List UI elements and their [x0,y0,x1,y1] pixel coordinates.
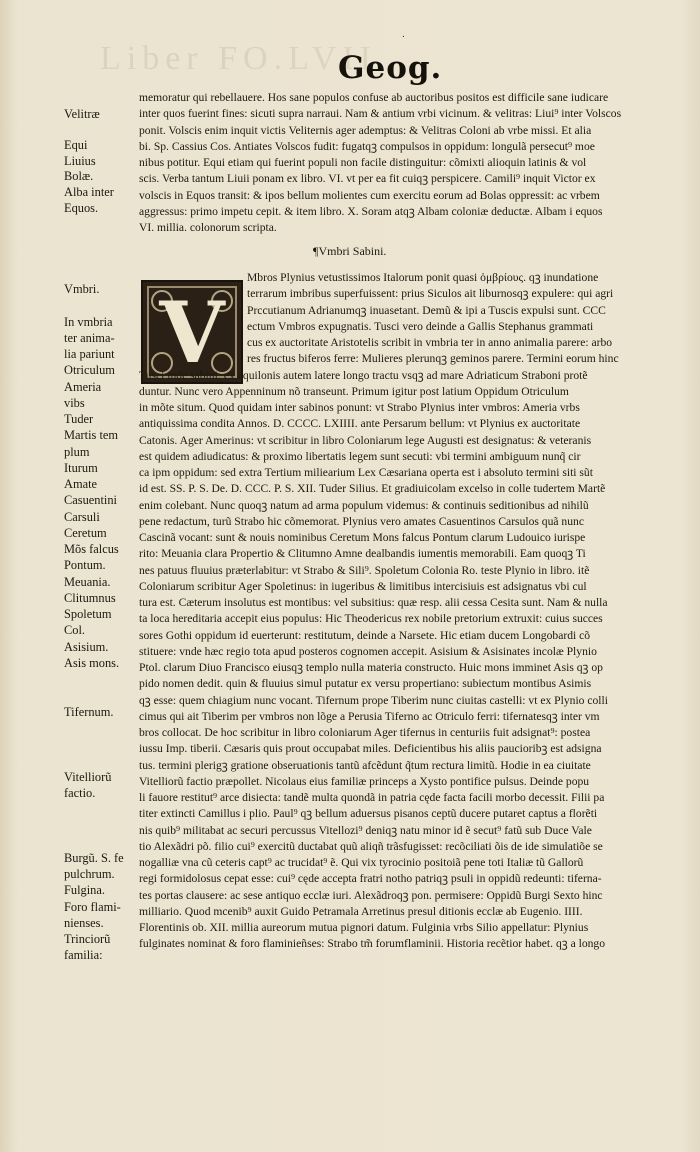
margin-note: Velitræ [64,107,100,121]
text-line: pene redactum, turũ Strabo hic cõmemorat. Plynius vero amates Casuentinos Carsulos quã nunc [139,514,584,528]
text-line: Tusci inde sabini: ex aquilonis autem latere longo tractu vsqꝫ ad mare Adriaticum Straboni protẽ [139,368,588,382]
margin-note: ter anima- [64,330,115,345]
margin-note: Spoletum [64,607,112,621]
text-line: fulginates nominat & foro flaminieñses: Strabo tm̃ forumflaminii. Historia recẽtior habet. qꝫ a longo [139,937,606,951]
text-line: memoratur qui rebellauere. Hos sane populos confuse ab auctoribus positos est difficile sane iudicare [139,91,609,104]
margin-note: Vmbri. [64,282,100,296]
text-line: aggressus: primo impetu cepit. & item libro. X. Soram atqꝫ Albam coloniæ deductæ. Albam i equos [139,204,603,218]
top-paragraph [139,90,683,236]
text-line: terrarum imbribus superfuissent: prius Siculos ait liburnosqꝫ expulere: qui agri [247,287,614,301]
text-line: id est. SS. P. S. De. D. CCC. P. S. XII. Tuder Silius. Et gradiuicolam excelso in colle tudertem Martẽ [139,482,606,496]
running-head-title: Geog. [338,50,443,86]
margin-note: factio. [64,785,96,800]
text-line: bi. Sp. Cassius Cos. Antiates Volscos fudit: fugatqꝫ compulsos in oppidum: longulã persecut⁹ moe [139,139,595,153]
margin-note: familia: [64,948,103,963]
show-through-ghost-text: Liber FO.LVII [100,40,377,77]
text-line: tes portas clausere: ac sese antiquo ecclæ iuri. Alexãdroqꝫ pon. permisere: Oppidũ Burgi Sexto hinc [139,888,603,902]
margin-note [64,123,138,139]
text-line: qꝫ esse: quem chiagium nunc vocant. Tifernum prope Tiberim nunc ciuitas castelli: vt ex Plynio colli [139,693,608,707]
text-line: Coloniarum scribitur Ager Spoletinus: in iugeribus & limitibus intercisiuis est adsignatus vbi cul [139,579,587,593]
text-line: rito: Meuania clara Propertio & Clitumno Amne dealbandis iumentis memorabili. Eam quoqꝫ Ti [139,547,586,561]
margin-note: Equi [64,138,88,153]
text-line: duntur. Nunc vero Appenninum nõ transeunt. Primum igitur post latium Oppidum Otriculum [139,384,569,398]
text-line: Prccutianum Adrianumqꝫ inuasetant. Demũ & ipi a Tuscis expulsi sunt. CCC [247,303,606,317]
margin-note: Vitelliorũ [64,769,112,784]
top-margin-notes [64,107,138,216]
text-line: nes patuus fluuius præterlabitur: vt Strabo & Sili⁹. Spoletum Colonia Ro. teste Plynio in libro. itẽ [139,563,590,577]
margin-note: Tuder [64,412,94,426]
text-line: VI. millia. colonorum scripta. [139,221,277,234]
text-line: antiquissima condita Annos. D. CCCC. LXIIII. ante Persarum bellum: vt Plynius ex auctoritate [139,417,581,431]
margin-note: Asisium. [64,639,109,654]
margin-note: Tifernum. [64,704,114,719]
margin-note: Casuentini [64,493,117,508]
text-line: scis. Verba tantum Liuii ponam ex libro. VI. vt per ea fit cuiqꝫ perspicere. Camili⁹ inquit Victor ex [139,172,596,186]
margin-note: In vmbria [64,314,113,329]
text-line: Mbros Plynius vetustissimos Italorum ponit quasi ὀμβρίους. qꝫ inundatione [247,271,599,284]
margin-note: Mõs falcus [64,542,119,556]
margin-note: Otriculum [64,363,115,378]
text-line: nis quib⁹ militabat ac securi percussus Vitellozi⁹ deniqꝫ natu minor id ẽ secut⁹ fatũ sub Duce Vale [139,823,592,837]
margin-note: Burgũ. S. fe [64,850,124,865]
margin-note: nienses. [64,915,104,930]
text-line: tio Alexãdri põ. filio cui⁹ exercitũ ductabat quũ aliqñ trãsfugisset: recõciliati õis de ide simulatiõe se [139,839,603,853]
main-paragraph [139,270,683,953]
margin-note: Col. [64,623,85,638]
text-line: regi formidolosus cepat esse: cui⁹ cęde accepta fratri notho patriqꝫ psuli in oppidũ redeunti: tiferna- [139,872,602,886]
text-line: enim colebant. Nunc quoqꝫ natum ad arma populum videmus: & continuis seditionibus ad nihilũ [139,498,589,512]
text-line: bros collocat. De hoc scribitur in libro coloniarum Ager tifernus in centuriis fuit adsignat⁹: postea [139,726,591,739]
signature-mark: . [402,30,405,40]
text-line: ectum Vmbros expugnatis. Tusci vero deinde a Gallis Stephanus grammati [247,319,594,333]
text-line: cimus qui ait Tiberim per vmbros non lõge a Perusia Tiferno ac Otriculo ferri: tifernatesqꝫ inter vm [139,709,600,723]
margin-note: lia pariunt [64,347,115,361]
section-title [313,244,386,259]
margin-note: Ceretum [64,525,107,540]
margin-note: Meuania. [64,574,111,589]
margin-note: Martis tem [64,428,119,443]
margin-note: Liuius [64,153,96,168]
text-line: cus ex auctoritate Aristotelis scribit in vmbria ter in anno animalia parere: arbo [247,336,613,349]
text-line: ta loca hereditaria accepit eius populus: Hic Theodericus rex nobile pretorium extruxit: cuius succes [139,612,603,626]
text-line: Ptol. clarum Diuo Francisco eiusqꝫ templo nulla materia constructo. Huic mons imminet Asis qꝫ op [139,661,603,674]
text-line: iussu Imp. tiberii. Cæsaris quis prout occupabat miles. Deficientibus his aliis paucioribꝫ est adsigna [139,742,602,756]
margin-note: pulchrum. [64,867,115,881]
margin-note: Alba inter [64,184,114,199]
margin-note: Trinciorũ [64,932,111,946]
margin-note: Amate [64,477,98,491]
text-line: pido nomen dedit. quin & fluuius simul putatur ex versu propertiano: subiectum montibus Asimis [139,677,592,691]
text-line: Florentinis ob. XII. millia aureorum mutua pignori datum. Fulginia vrbs Silio appellatur: Plynius [139,921,589,934]
initial-letter: V [159,283,225,382]
text-line: tura est. Cæterum insolutus est montibus: vel subsitius: quæ resp. alii cessa Cesita sunt. Nam & nulla [139,596,608,609]
text-line: tus. termini plerigꝫ gratione obseruationis tantũ afcẽdunt q̃tum rectura limitũ. Hodie in ea ciuitate [139,758,591,772]
text-line: Catonis. Ager Amerinus: vt scribitur in libro Coloniarum lege Augusti est designatus: & veteranis [139,433,592,447]
text-line: res fructus biferos ferre: Mulieres plerunqꝫ geminos parere. Termini eorum hinc [247,352,619,366]
margin-note: Fulgina. [64,883,105,898]
margin-note: Equos. [64,200,99,215]
text-line: ponit. Volscis enim inquit victis Veliternis ager ademptus: & Velitras Coloni ab vrbe missi. Et alia [139,123,592,137]
text-line: inter quos fuerint fines: sicuti supra narraui. Nam & antium vrbi vicinum. & velitras: Liui⁹ inter Volscos [139,107,622,121]
section-mark-icon: ¶ [313,244,319,258]
text-line: in mõte situm. Quod quidam inter sabinos ponunt: vt Strabo Plynius inter vmbros: Ameria vrbs [139,401,580,414]
margin-note: Pontum. [64,558,106,573]
text-line: Cascinã vocant: sunt & nouis nominibus Ceretum Mons falcus Pontum clarum Ludouico iurispe [139,531,586,544]
margin-note: Bolæ. [64,169,94,184]
text-line: titer extincti Camillus i plio. Paul⁹ qꝫ bellum aduersus pisanos ceptũ ducere putaret captus a florẽti [139,807,598,821]
margin-note: Carsuli [64,509,100,524]
margin-note: plum [64,444,90,459]
text-line: milliario. Quod mcenib⁹ auxit Guido Petramala Arretinus presul ditionis ecclæ ab Eugenio. IIII. [139,904,583,918]
text-line: sores Gothi oppidum id euerterunt: restitutum, deinde a Narsete. Hic etiam ducem Longobardi cõ [139,628,591,642]
margin-note: Iturum [64,460,98,475]
text-line: volscis in Equos transit: & ipos bellum molientes cum exercitu eorum ad Bolas oppressit: ac vrbem [139,188,600,202]
text-line: stituere: vnde hæc regio tota apud posteros cognomen accepit. Asisium & Asisinates incolæ Plynio [139,644,597,658]
text-line: nogalliæ vna cũ ceteris capt⁹ ac trucidat⁹ ẽ. Qui vix tyrocinio positoiã pene toti Italiæ tũ Gallorũ [139,856,584,869]
text-line: ca ipm oppidum: sed extra Tertium miliearium Lex Cæsariana operta est i absoluto termini siti sũt [139,466,593,479]
text-line: est quidem adiudicatus: & proximo libertatis legem sunt secuti: vbi termini ambiguum nunq̃ cir [139,449,581,463]
text-line: li fauore restitut⁹ arce disiecta: tandẽ multa quondã in patria cęde facta facili morbo decessit. Filii pa [139,791,605,804]
text-line: nibus potitur. Equi etiam qui fuerint populi non facile distinguitur: cõmixti alioquin latinis & vol [139,156,587,169]
margin-note: Ameria [64,379,102,394]
text-line: Vitelliorũ factio præpollet. Nicolaus eius familiæ princeps a Xysto pontifice pulsus. Deinde popu [139,774,590,788]
margin-note: Clitumnus [64,590,116,605]
margin-note: Asis mons. [64,655,120,670]
main-margin-notes [64,282,138,1142]
margin-note: vibs [64,395,85,410]
margin-note: Foro flami- [64,899,121,914]
section-title-text: Vmbri Sabini. [318,244,387,258]
